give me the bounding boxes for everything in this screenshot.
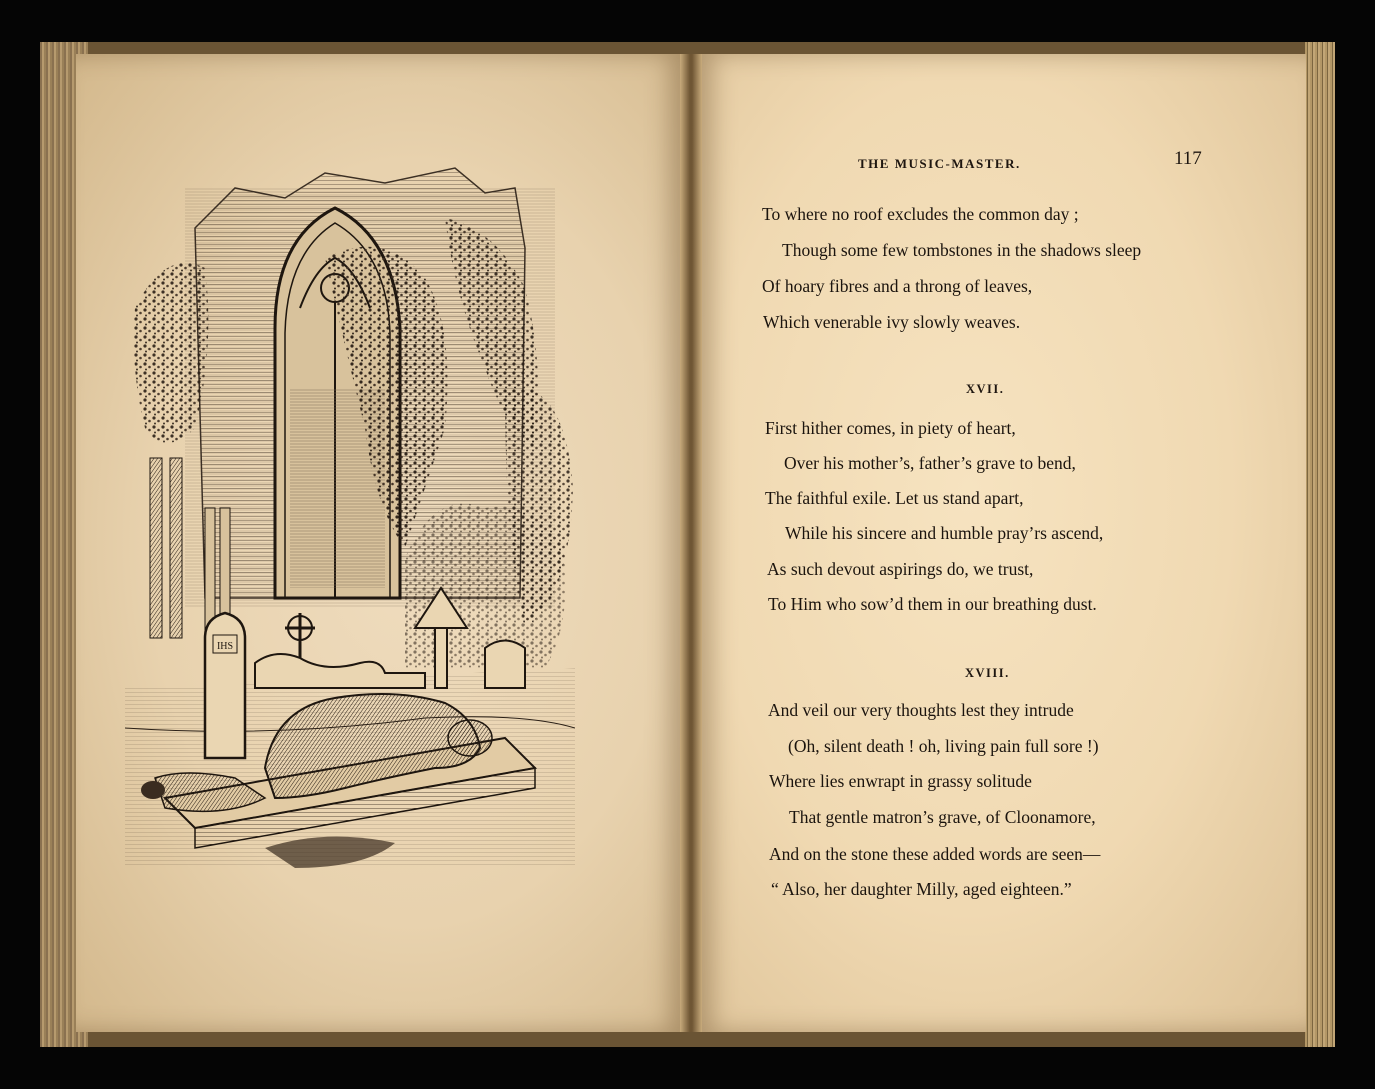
poem-line: That gentle matron’s grave, of Cloonamore, bbox=[789, 807, 1096, 827]
page-edges-right bbox=[1305, 42, 1335, 1047]
book-gutter bbox=[680, 54, 702, 1032]
stanza-number-18: XVIII. bbox=[965, 666, 1010, 680]
poem-line: To Him who sow’d them in our breathing dust. bbox=[768, 594, 1097, 614]
poem-line: “ Also, her daughter Milly, aged eighteen.” bbox=[771, 879, 1072, 899]
page-number: 117 bbox=[1174, 148, 1202, 169]
poem-line: Though some few tombstones in the shadows sleep bbox=[782, 240, 1142, 260]
poem-line: (Oh, silent death ! oh, living pain full sore !) bbox=[788, 736, 1099, 756]
poem-line: Which venerable ivy slowly weaves. bbox=[763, 312, 1021, 332]
engraving-illustration bbox=[125, 128, 575, 868]
poem-line: And veil our very thoughts lest they intrude bbox=[768, 700, 1074, 720]
poem-line: To where no roof excludes the common day ; bbox=[762, 204, 1079, 224]
poem-line: Over his mother’s, father’s grave to bend, bbox=[784, 453, 1076, 473]
poem-line: The faithful exile. Let us stand apart, bbox=[765, 488, 1024, 508]
poem-line: While his sincere and humble pray’rs ascend, bbox=[785, 523, 1104, 543]
poem-line: And on the stone these added words are seen— bbox=[769, 844, 1101, 864]
running-head: THE MUSIC-MASTER. bbox=[858, 156, 1021, 171]
poem-line: As such devout aspirings do, we trust, bbox=[767, 559, 1034, 579]
engraving-ruined-abbey-icon bbox=[125, 128, 575, 868]
stanza-number-17: XVII. bbox=[966, 382, 1005, 396]
gravestone-inscription: IHS bbox=[216, 641, 234, 652]
poem-line: Where lies enwrapt in grassy solitude bbox=[769, 771, 1032, 791]
poem-line: Of hoary fibres and a throng of leaves, bbox=[762, 276, 1033, 296]
poem-line: First hither comes, in piety of heart, bbox=[765, 418, 1016, 438]
